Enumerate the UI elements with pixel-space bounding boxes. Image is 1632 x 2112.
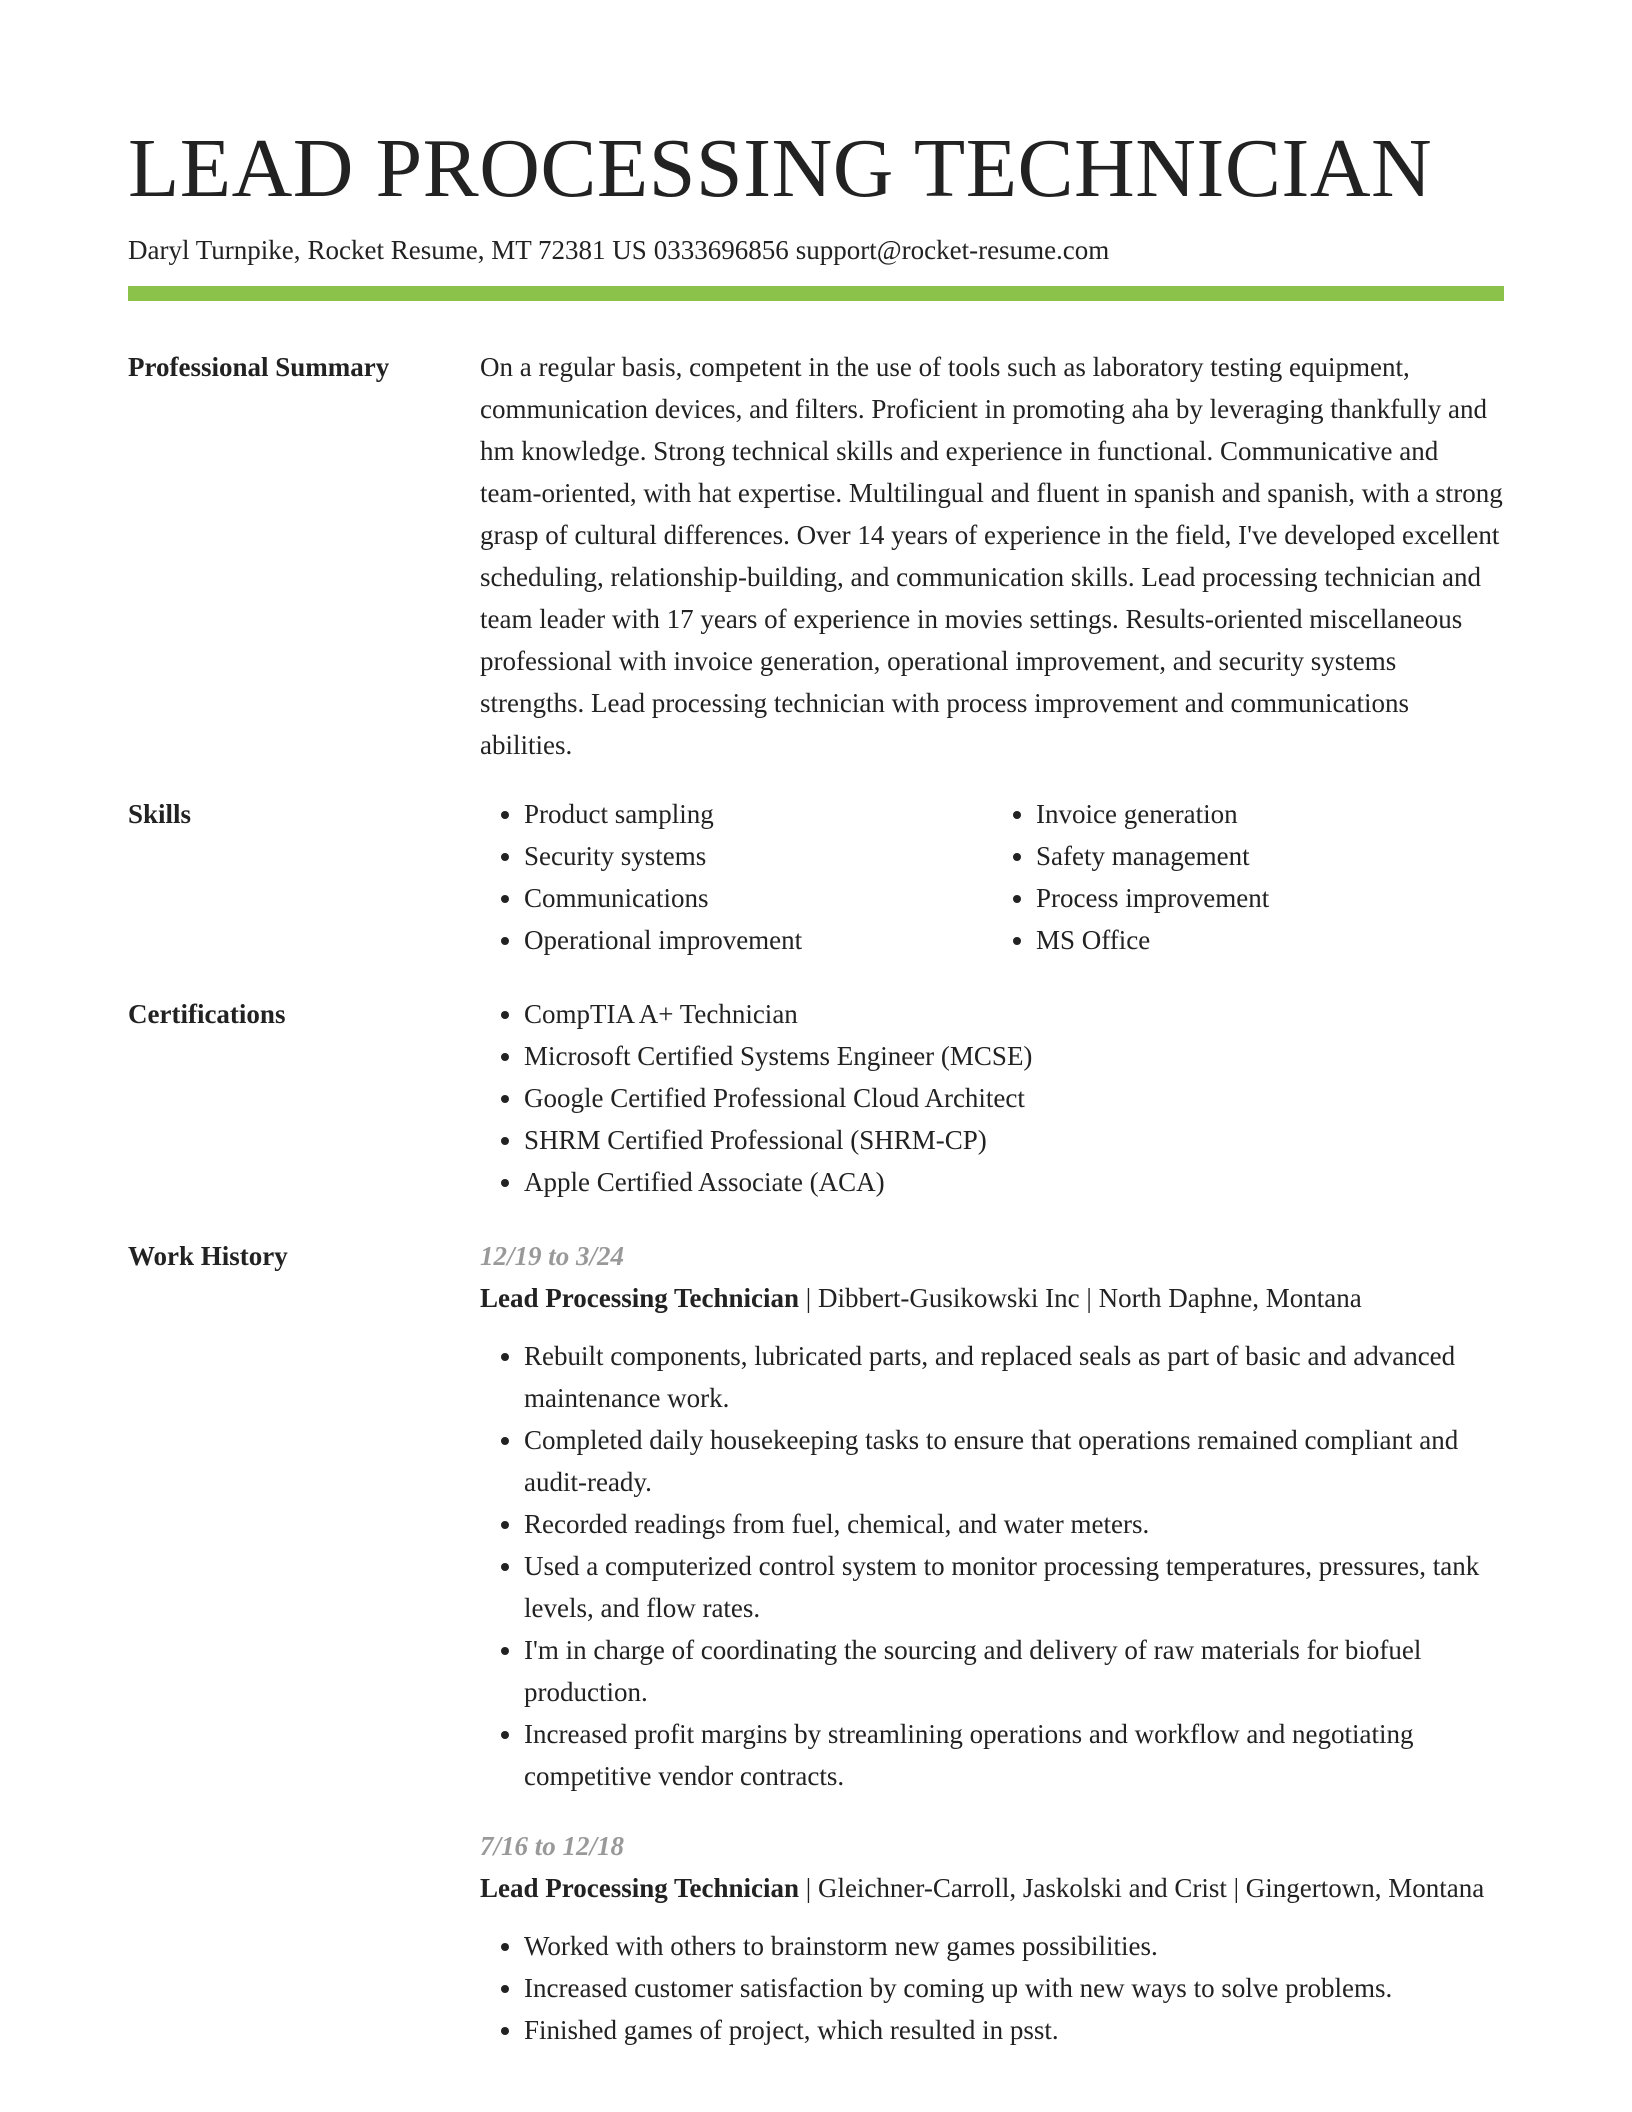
job-heading xyxy=(480,1277,1504,1319)
job-bullet: • Used a computerized control system to monitor processing temperatures, pressures, tank levels, and flow rates. xyxy=(524,1545,1504,1629)
work-history-body xyxy=(480,1235,1504,2051)
job-entry xyxy=(480,1235,1504,1797)
contact-phone: 0333696856 xyxy=(653,235,789,265)
job-dates: 12/19 to 3/24 xyxy=(480,1241,625,1271)
job-bullet: • Recorded readings from fuel, chemical, and water meters. xyxy=(524,1503,1504,1545)
summary-body xyxy=(480,346,1504,766)
resume-title: LEAD PROCESSING TECHNICIAN xyxy=(128,122,1433,215)
job-bullet: • I'm in charge of coordinating the sourcing and delivery of raw materials for biofuel production. xyxy=(524,1629,1504,1713)
contact-line xyxy=(128,232,1109,268)
contact-name: Daryl Turnpike, xyxy=(128,235,301,265)
job-bullet: • Increased profit margins by streamlining operations and workflow and negotiating competitive vendor contracts. xyxy=(524,1713,1504,1797)
job-heading xyxy=(480,1867,1504,1909)
certification-item: • SHRM Certified Professional (SHRM-CP) xyxy=(524,1119,1504,1161)
job-details: | Dibbert-Gusikowski Inc | North Daphne, Montana xyxy=(799,1283,1362,1313)
skill-item: • Safety management xyxy=(1036,835,1504,877)
skill-item: • MS Office xyxy=(1036,919,1504,961)
job-bullet: • Rebuilt components, lubricated parts, and replaced seals as part of basic and advanced maintenance work. xyxy=(524,1335,1504,1419)
job-details: | Gleichner-Carroll, Jaskolski and Crist | Gingertown, Montana xyxy=(799,1873,1485,1903)
certifications-body xyxy=(480,993,1504,1203)
certification-item: • Google Certified Professional Cloud Architect xyxy=(524,1077,1504,1119)
job-bullet: • Finished games of project, which resulted in psst. xyxy=(524,2009,1504,2051)
certification-item: • Microsoft Certified Systems Engineer (MCSE) xyxy=(524,1035,1504,1077)
skills-list-right xyxy=(992,793,1504,961)
summary-text: On a regular basis, competent in the use of tools such as laboratory testing equipment, communication devices, and filters. Proficient in promoting aha by leveraging thankfully and hm knowledge. Strong technical skills and experience in functional. Communicative and team-oriented, with hat expertise. Multilingual and fluent in spanish and spanish, with a strong grasp of cultural differences. Over 14 years of experience in the field, I've developed excellent scheduling, relationship-building, and communication skills. Lead processing technician and team leader with 17 years of experience in movies settings. Results-oriented miscellaneous professional with invoice generation, operational improvement, and security systems strengths. Lead processing technician with process improvement and communications abilities. xyxy=(480,352,1503,760)
skills-label: Skills xyxy=(128,799,192,829)
skill-item: • Invoice generation xyxy=(1036,793,1504,835)
job-dates: 7/16 to 12/18 xyxy=(480,1831,625,1861)
skills-list-left xyxy=(480,793,992,961)
work-history-label: Work History xyxy=(128,1241,288,1271)
skill-item: • Communications xyxy=(524,877,992,919)
certifications-list xyxy=(480,993,1504,1203)
certifications-label: Certifications xyxy=(128,999,286,1029)
job-bullet: • Worked with others to brainstorm new games possibilities. xyxy=(524,1925,1504,1967)
job-title: Lead Processing Technician xyxy=(480,1283,800,1313)
skill-item: • Process improvement xyxy=(1036,877,1504,919)
skill-item: • Product sampling xyxy=(524,793,992,835)
contact-email[interactable]: support@rocket-resume.com xyxy=(795,235,1110,265)
job-bullet: • Completed daily housekeeping tasks to ensure that operations remained compliant and audit-ready. xyxy=(524,1419,1504,1503)
header-accent-rule xyxy=(128,286,1504,301)
certification-item: • CompTIA A+ Technician xyxy=(524,993,1504,1035)
job-bullets xyxy=(480,1925,1504,2051)
skills-body xyxy=(480,793,1504,961)
contact-address: Rocket Resume, MT 72381 US xyxy=(307,235,647,265)
certification-item: • Apple Certified Associate (ACA) xyxy=(524,1161,1504,1203)
skill-item: • Operational improvement xyxy=(524,919,992,961)
summary-label: Professional Summary xyxy=(128,352,390,382)
skill-item: • Security systems xyxy=(524,835,992,877)
job-title: Lead Processing Technician xyxy=(480,1873,800,1903)
job-bullets xyxy=(480,1335,1504,1797)
job-entry xyxy=(480,1825,1504,2051)
job-bullet: • Increased customer satisfaction by coming up with new ways to solve problems. xyxy=(524,1967,1504,2009)
